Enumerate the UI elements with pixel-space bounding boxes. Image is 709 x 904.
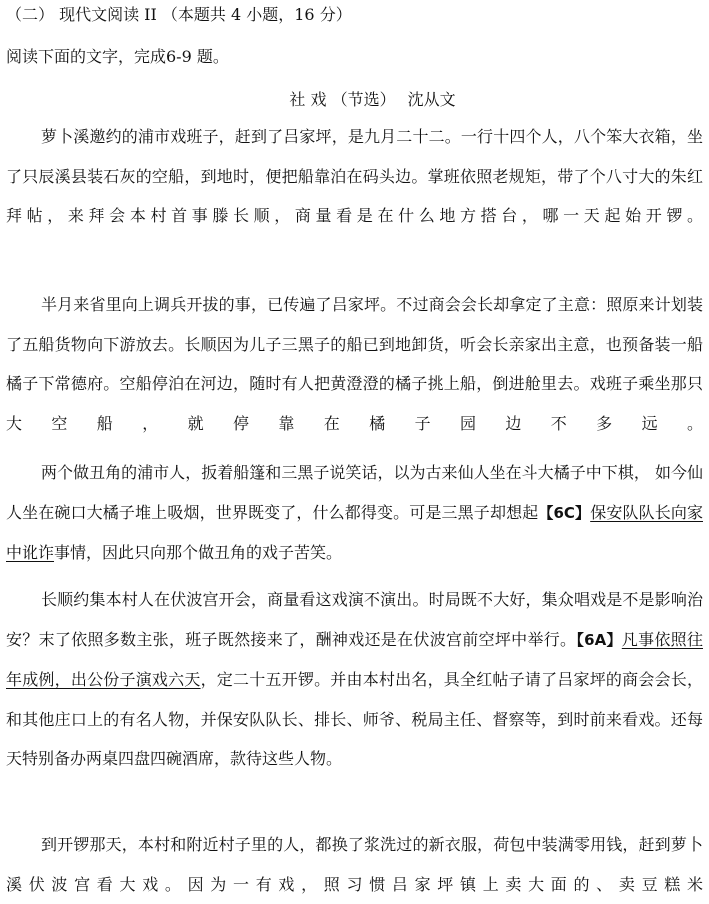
paragraph-3 xyxy=(6,453,703,573)
question-marker-6a: 【6A】 xyxy=(576,630,622,649)
article-title-line xyxy=(6,90,703,110)
article-author: 沈从文 xyxy=(407,90,456,109)
paragraph-4-text-before: 长顺约集本村人在伏波宫开会，商量看这戏演不演出。时局既不大好，集众唱戏是不是影响治安？末了依照多数主张，班子既然接来了，酬神戏还是在伏波宫前空坪中举行。 xyxy=(6,590,703,649)
section-heading: （二） 现代文阅读 II （本题共 4 小题，16 分） xyxy=(6,5,352,24)
paragraph-2: 半月来省里向上调兵开拔的事，已传遍了吕家坪。不过商会会长却拿定了主意：照原来计划装了五船货物向下游放去。长顺因为儿子三黑子的船已到地卸货，听会长亲家出主意，也预备装一船橘子下常德府。空船停泊在河边，随时有人把黄澄澄的橘子挑上船，倒进舱里去。戏班子乘坐那只大空船，就停靠在橘子园边不多远。 xyxy=(6,295,703,433)
paragraph-3-text-after: 事情，因此只向那个做丑角的戏子苦笑。 xyxy=(54,543,343,562)
article-title: 社 戏 （节选） xyxy=(289,90,396,109)
underlined-phrase-6a: 凡事依照往年成例，出公份子演戏六天 xyxy=(6,629,703,689)
question-marker-6c: 【6C】 xyxy=(538,503,591,522)
reading-instruction: 阅读下面的文字，完成6-9 题。 xyxy=(6,47,229,66)
paragraph-3-text-before: 两个做丑角的浦市人，扳着船篷和三黑子说笑话，以为古来仙人坐在斗大橘子中下棋， 如今仙人坐在碗口大橘子堆上吸烟，世界既变了，什么都得变。可是三黑子却想起 xyxy=(6,463,703,522)
paragraph-4 xyxy=(6,580,703,779)
underlined-phrase-6c: 保安队队长向家中讹诈 xyxy=(6,502,703,562)
paragraph-5: 到开锣那天，本村和附近村子里的人，都换了浆洗过的新衣服，荷包中装满零用钱，赶到萝卜溪伏波宫看大戏。因为一有戏，照习惯吕家坪镇上卖大面的、卖豆糕米 xyxy=(6,835,703,894)
paragraph-4-text-after: ，定二十五开锣。并由本村出名，具全红帖子请了吕家坪的商会会长，和其他庄口上的有名人物，并保安队队长、排长、师爷、税局主任、督察等，到时前来看戏。还每天特别备办两桌四盘四碗酒席，款待这些人物。 xyxy=(6,670,703,768)
paragraph-1: 萝卜溪邀约的浦市戏班子，赶到了吕家坪，是九月二十二。一行十四个人，八个笨大衣箱，坐了只辰溪县装石灰的空船，到地时，便把船靠泊在码头边。掌班依照老规矩，带了个八寸大的朱红拜帖，来拜会本村首事滕长顺，商量看是在什么地方搭台，哪一天起始开锣。 xyxy=(6,127,703,225)
